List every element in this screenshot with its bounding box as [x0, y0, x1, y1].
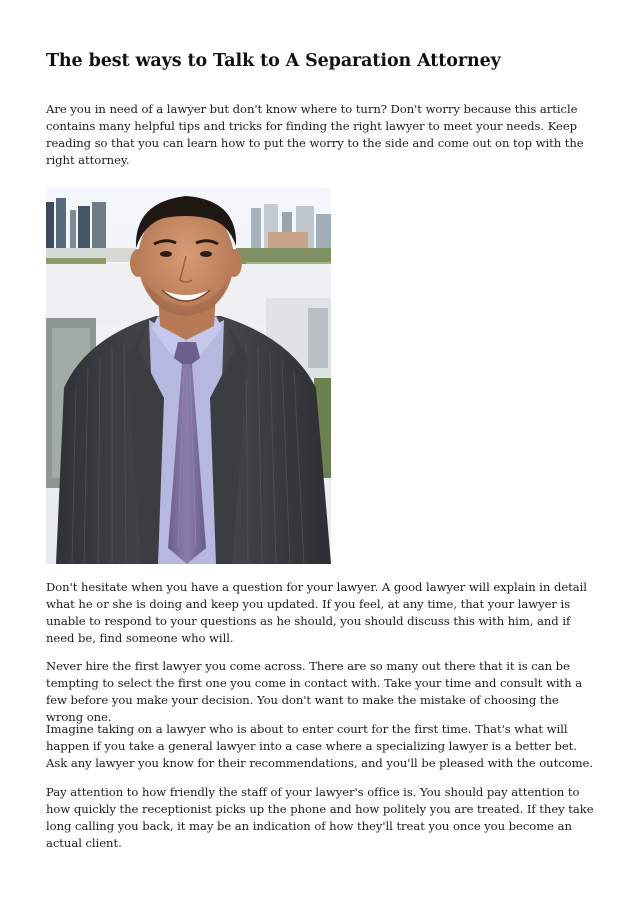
- body-paragraph: Never hire the first lawyer you come across. There are so many out there that it is can be tempting to select the first one you come in contact with. Take your time and consult with a few before you make your decision. You don't want to make the mistake of choosing the wrong one.: [46, 659, 583, 724]
- article-title: The best ways to Talk to A Separation Attorney: [46, 51, 501, 71]
- body-paragraph: Pay attention to how friendly the staff of your lawyer's office is. You should pay attention to how quickly the receptionist picks up the phone and how politely you are treated. If they take long calling you back, it may be an indication of how they'll treat you once you become an actual client.: [46, 785, 594, 850]
- attorney-photo: [46, 188, 331, 564]
- intro-paragraph: Are you in need of a lawyer but don't know where to turn? Don't worry because this article contains many helpful tips and tricks for finding the right lawyer to meet your needs. Keep reading so that you can learn how to put the worry to the side and come out on top with the right attorney.: [46, 102, 584, 167]
- body-paragraph: Don't hesitate when you have a question for your lawyer. A good lawyer will explain in detail what he or she is doing and keep you updated. If you feel, at any time, that your lawyer is unable to respond to your questions as he should, you should discuss this with him, and if need be, find someone who will.: [46, 580, 587, 645]
- body-paragraph: Imagine taking on a lawyer who is about to enter court for the first time. That's what will happen if you take a general lawyer into a case where a specializing lawyer is a better bet. Ask any lawyer you know for their recommendations, and you'll be pleased with the outcome.: [46, 722, 593, 770]
